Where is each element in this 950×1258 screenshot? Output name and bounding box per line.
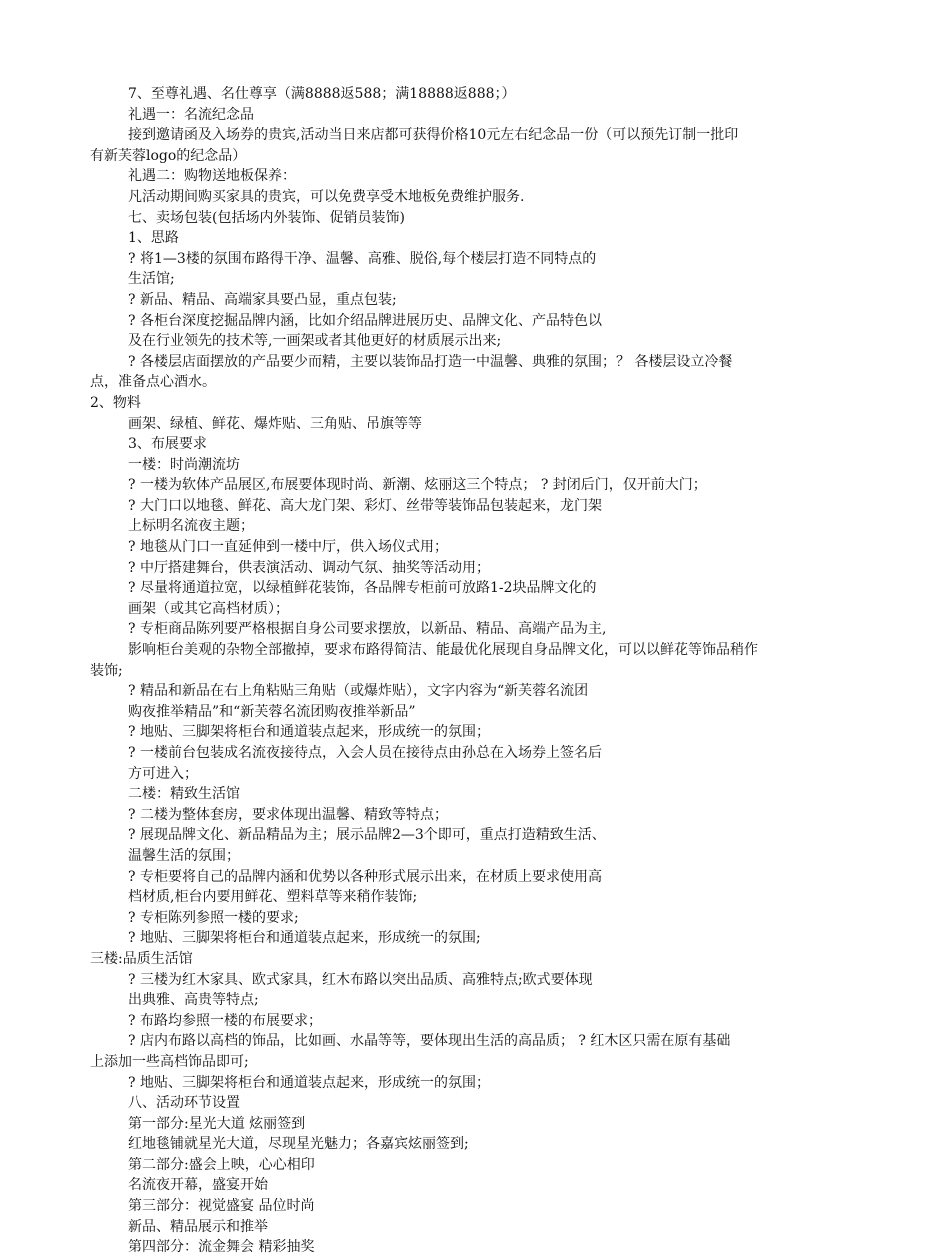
text-line: 八、活动环节设置 <box>128 1095 240 1112</box>
text-line: 7、至尊礼遇、名仕尊享（满8888返588；满18888返888；） <box>128 86 516 102</box>
text-line: 及在行业领先的技术等,一画架或者其他更好的材质展示出来; <box>128 333 502 350</box>
text-line: 温馨生活的氛围； <box>128 847 240 864</box>
text-line: ? 新品、精品、高端家具要凸显，重点包装; <box>128 291 397 308</box>
text-line: ? 布路均参照一楼的布展要求； <box>128 1012 322 1029</box>
text-line: 七、卖场包装(包括场内外装饰、促销员装饰) <box>128 209 405 226</box>
text-line: 有新芙蓉logo的纪念品） <box>90 147 247 164</box>
text-line: ? 三楼为红木家具、欧式家具，红木布路以突出品质、高雅特点;欧式要体现 <box>128 971 593 988</box>
text-line: ? 专柜陈列参照一楼的要求; <box>128 909 299 926</box>
text-line: 出典雅、高贵等特点; <box>128 992 259 1009</box>
text-line: 接到邀请函及入场券的贵宾,活动当日来店都可获得价格10元左右纪念品一份（可以预先订制一批印 <box>128 127 739 144</box>
text-line: ? 专柜要将自己的品牌内涵和优势以各种形式展示出来，在材质上要求使用高 <box>128 868 602 885</box>
text-line: ? 地贴、三脚架将柜台和通道装点起来，形成统一的氛围； <box>128 1074 490 1091</box>
text-line: 影响柜台美观的杂物全部撤掉，要求布路得简洁、能最优化展现自身品牌文化，可以以鲜花等饰品稍作 <box>128 642 758 659</box>
text-line: ? 将1—3楼的氛围布路得干净、温馨、高雅、脱俗,每个楼层打造不同特点的 <box>128 250 597 267</box>
text-line: 点，准备点心酒水。 <box>90 374 216 391</box>
text-line: ? 店内布路以高档的饰品，比如画、水晶等等，要体现出生活的高品质； ? 红木区只需在原有基础 <box>128 1033 731 1050</box>
text-line: 礼遇二：购物送地板保养： <box>128 168 296 185</box>
text-line: 画架（或其它高档材质）； <box>128 600 289 617</box>
text-line: 3、布展要求 <box>128 436 207 453</box>
text-line: ? 各楼层店面摆放的产品要少而精，主要以装饰品打造一中温馨、典雅的氛围；？ 各楼层设立冷餐 <box>128 353 733 370</box>
text-line: ? 大门口以地毯、鲜花、高大龙门架、彩灯、丝带等装饰品包装起来，龙门架 <box>128 497 602 514</box>
text-line: 1、思路 <box>128 230 179 247</box>
text-line: 方可进入； <box>128 765 198 782</box>
text-line: 装饰; <box>90 662 123 679</box>
text-line: 生活馆; <box>128 271 175 288</box>
text-line: ? 地毯从门口一直延伸到一楼中厅，供入场仪式用； <box>128 539 448 556</box>
document-body <box>0 84 950 1258</box>
text-line: 上标明名流夜主题； <box>128 518 254 535</box>
text-line: 名流夜开幕，盛宴开始 <box>128 1177 268 1194</box>
text-line: ? 精品和新品在右上角粘贴三角贴（或爆炸贴），文字内容为“新芙蓉名流团 <box>128 683 589 700</box>
text-line: 红地毯铺就星光大道，尽现星光魅力；各嘉宾炫丽签到; <box>128 1136 469 1153</box>
text-line: 第一部分:星光大道 炫丽签到 <box>128 1115 306 1132</box>
text-line: 第三部分：视觉盛宴 品位时尚 <box>128 1198 315 1215</box>
text-line: 一楼：时尚潮流坊 <box>128 456 240 473</box>
text-line: ? 地贴、三脚架将柜台和通道装点起来，形成统一的氛围； <box>128 724 490 741</box>
text-line: ? 展现品牌文化、新品精品为主；展示品牌2—3个即可，重点打造精致生活、 <box>128 827 606 844</box>
text-line: 档材质,柜台内要用鲜花、塑料草等来稍作装饰; <box>128 889 418 906</box>
text-line: ? 各柜台深度挖掘品牌内涵，比如介绍品牌进展历史、品牌文化、产品特色以 <box>128 312 602 329</box>
text-line: ? 尽量将通道拉宽，以绿植鲜花装饰，各品牌专柜前可放路1-2块品牌文化的 <box>128 580 597 597</box>
text-line: ? 二楼为整体套房，要求体现出温馨、精致等特点； <box>128 806 448 823</box>
text-line: ? 中厅搭建舞台，供表演活动、调动气氛、抽奖等活动用； <box>128 559 490 576</box>
text-line: 凡活动期间购买家具的贵宾，可以免费享受木地板免费维护服务. <box>128 188 525 205</box>
text-line: 二楼：精致生活馆 <box>128 786 240 803</box>
text-line: 上添加一些高档饰品即可; <box>90 1053 249 1070</box>
text-line: ? 地贴、三脚架将柜台和通道装点起来，形成统一的氛围; <box>128 930 481 947</box>
text-line: ? 一楼为软体产品展区,布展要体现时尚、新潮、炫丽这三个特点； ? 封闭后门，仅开前大门； <box>128 477 707 494</box>
text-line: 第二部分:盛会上映，心心相印 <box>128 1156 315 1173</box>
text-line: ? 专柜商品陈列要严格根据自身公司要求摆放，以新品、精品、高端产品为主, <box>128 621 607 638</box>
text-line: 新品、精品展示和推举 <box>128 1218 268 1235</box>
text-line: 画架、绿植、鲜花、爆炸贴、三角贴、吊旗等等 <box>128 415 422 432</box>
text-line: 2、物料 <box>90 394 141 411</box>
text-line: 第四部分：流金舞会 精彩抽奖 <box>128 1239 315 1256</box>
text-line: 礼遇一：名流纪念品 <box>128 106 254 123</box>
text-line: 三楼:品质生活馆 <box>90 950 193 967</box>
text-line: ? 一楼前台包装成名流夜接待点，入会人员在接待点由孙总在入场券上签名后 <box>128 745 602 761</box>
text-line: 购夜推举精品”和“新芙蓉名流团购夜推举新品” <box>128 703 416 720</box>
